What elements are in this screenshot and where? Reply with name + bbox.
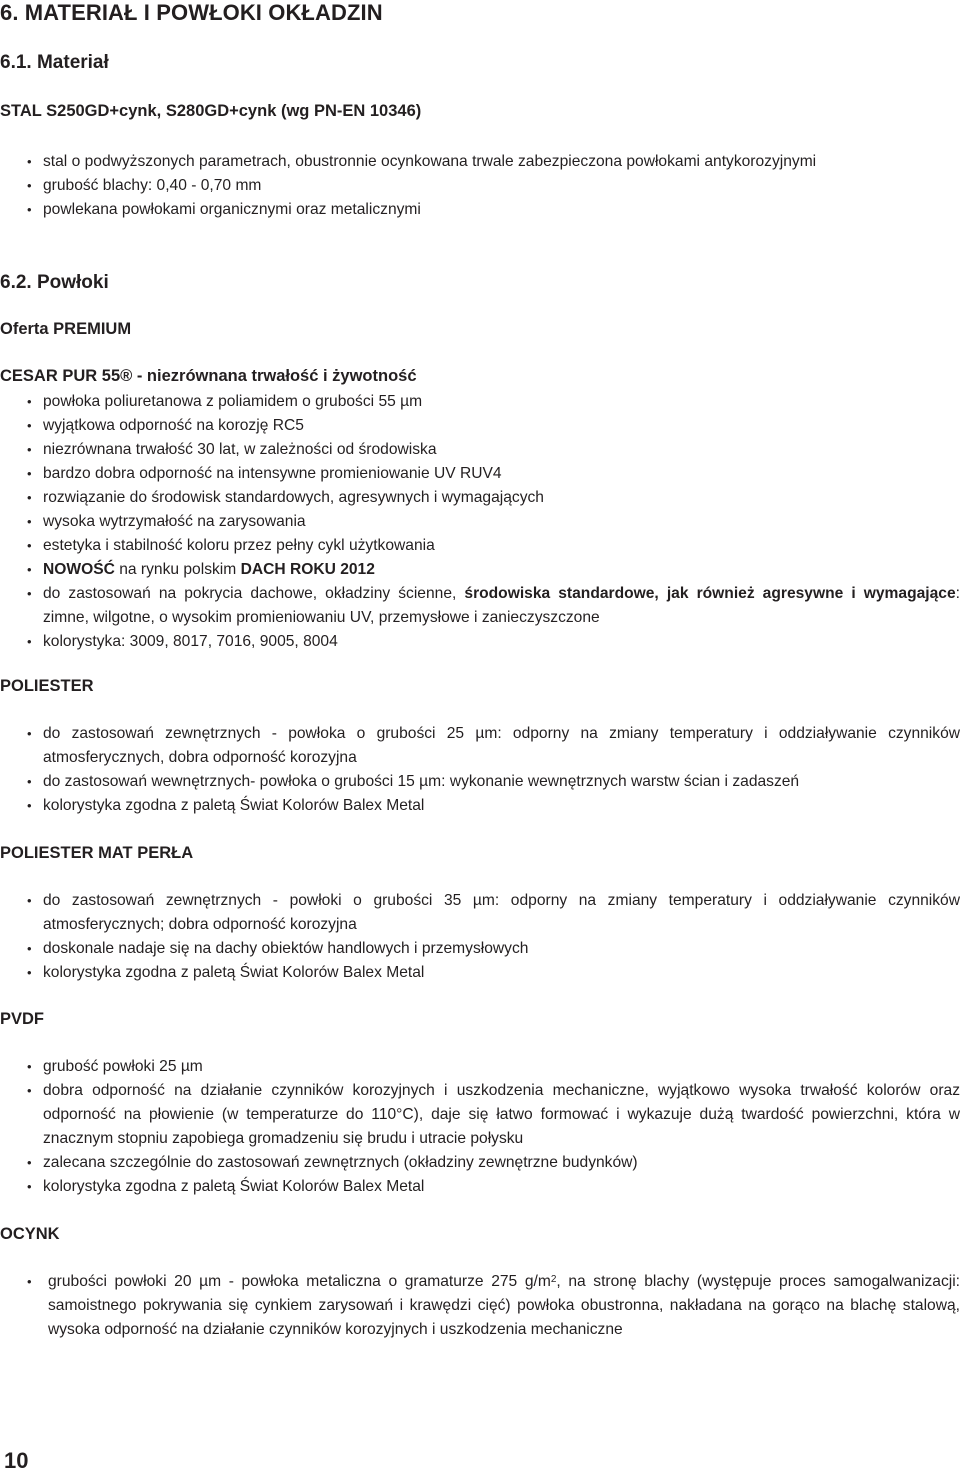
- novelty-label: NOWOŚĆ: [43, 561, 115, 578]
- list-item: • wyjątkowa odporność na korozję RC5: [0, 414, 960, 438]
- poliester-list: [0, 722, 960, 818]
- applications-text-2: : zimne, wilgotne, o wysokim promieniowaniu UV, przemysłowe i zanieczyszczone: [43, 585, 960, 626]
- list-item: • doskonale nadaje się na dachy obiektów handlowych i przemysłowych: [0, 937, 960, 961]
- ocynk-heading: OCYNK: [0, 1225, 60, 1243]
- list-item: • powlekana powłokami organicznymi oraz metalicznymi: [0, 198, 960, 222]
- list-item: • estetyka i stabilność koloru przez pełny cykl użytkowania: [0, 534, 960, 558]
- poliester-heading: POLIESTER: [0, 677, 94, 695]
- premium-heading: Oferta PREMIUM: [0, 320, 132, 338]
- list-item: • rozwiązanie do środowisk standardowych, agresywnych i wymagających: [0, 486, 960, 510]
- ocynk-list: [0, 1270, 960, 1342]
- list-item-applications: [0, 582, 960, 630]
- pvdf-list: [0, 1055, 960, 1199]
- ocynk-text: grubości powłoki 20 µm - powłoka metaliczna o gramaturze 275 g/m: [48, 1273, 551, 1290]
- list-item: • kolorystyka zgodna z paletą Świat Kolorów Balex Metal: [0, 961, 960, 985]
- list-item: • zalecana szczególnie do zastosowań zewnętrznych (okładziny zewnętrzne budynków): [0, 1151, 960, 1175]
- coatings-title: 6.2. Powłoki: [0, 272, 109, 293]
- list-item: • grubość powłoki 25 µm: [0, 1055, 960, 1079]
- list-item: • bardzo dobra odporność na intensywne promieniowanie UV RUV4: [0, 462, 960, 486]
- list-item: • do zastosowań zewnętrznych - powłoki o grubości 35 µm: odporny na zmiany temperatury i oddziaływanie czynników atmosferycznych; dobra odporność korozyjna: [0, 889, 960, 937]
- page-number: 10: [4, 1448, 29, 1473]
- list-item: • wysoka wytrzymałość na zarysowania: [0, 510, 960, 534]
- applications-text: do zastosowań na pokrycia dachowe, okładziny ścienne,: [43, 585, 465, 602]
- novelty-award: DACH ROKU 2012: [240, 561, 375, 578]
- list-item: • do zastosowań wewnętrznych- powłoka o grubości 15 µm: wykonanie wewnętrznych warstw ścian i zadaszeń: [0, 770, 960, 794]
- pvdf-heading: PVDF: [0, 1010, 45, 1028]
- material-list: [0, 150, 960, 222]
- cesar-list: [0, 390, 960, 654]
- list-item: • niezrównana trwałość 30 lat, w zależności od środowiska: [0, 438, 960, 462]
- list-item: [0, 1270, 960, 1342]
- list-item: • do zastosowań zewnętrznych - powłoka o grubości 25 µm: odporny na zmiany temperatury i oddziaływanie czynników atmosferycznych, dobra odporność korozyjna: [0, 722, 960, 770]
- list-item: • dobra odporność na działanie czynników korozyjnych i uszkodzenia mechaniczne, wyjątkowo wysoka trwałość kolorów oraz odporność na płowienie (w temperaturze do 110°C), daje się łatwo formować i wykazuje dużą twardość powierzchni, która w znacznym stopniu zapobiega gromadzeniu się brudu i utracie połysku: [0, 1079, 960, 1151]
- poliester-mat-list: [0, 889, 960, 985]
- cesar-heading: CESAR PUR 55® - niezrównana trwałość i żywotność: [0, 367, 417, 385]
- ocynk-text-2: , na stronę blachy (występuje proces samogalwanizacji: samoistnego pokrywania się cynkiem zarysowań i krawędzi cięć) powłoka obustronna, nakładana na gorąco na blachę stalową, wysoka odporność na działanie czynników korozyjnych i uszkodzenia mechaniczne: [48, 1273, 960, 1338]
- list-item: • kolorystyka zgodna z paletą Świat Kolorów Balex Metal: [0, 794, 960, 818]
- material-title: 6.1. Materiał: [0, 52, 109, 73]
- applications-bold: środowiska standardowe, jak również agresywne i wymagające: [464, 585, 956, 602]
- list-item: • kolorystyka: 3009, 8017, 7016, 9005, 8004: [0, 630, 960, 654]
- list-item-novelty: [0, 558, 960, 582]
- list-item: • grubość blachy: 0,40 - 0,70 mm: [0, 174, 960, 198]
- list-item: • stal o podwyższonych parametrach, obustronnie ocynkowana trwale zabezpieczona powłokami antykorozyjnymi: [0, 150, 960, 174]
- steel-heading: STAL S250GD+cynk, S280GD+cynk (wg PN-EN 10346): [0, 102, 422, 120]
- poliester-mat-heading: POLIESTER MAT PERŁA: [0, 844, 194, 862]
- novelty-text: na rynku polskim: [114, 561, 241, 578]
- list-item: • kolorystyka zgodna z paletą Świat Kolorów Balex Metal: [0, 1175, 960, 1199]
- ocynk-superscript: 2: [550, 1274, 557, 1285]
- section-title: 6. MATERIAŁ I POWŁOKI OKŁADZIN: [0, 0, 383, 25]
- list-item: • powłoka poliuretanowa z poliamidem o grubości 55 µm: [0, 390, 960, 414]
